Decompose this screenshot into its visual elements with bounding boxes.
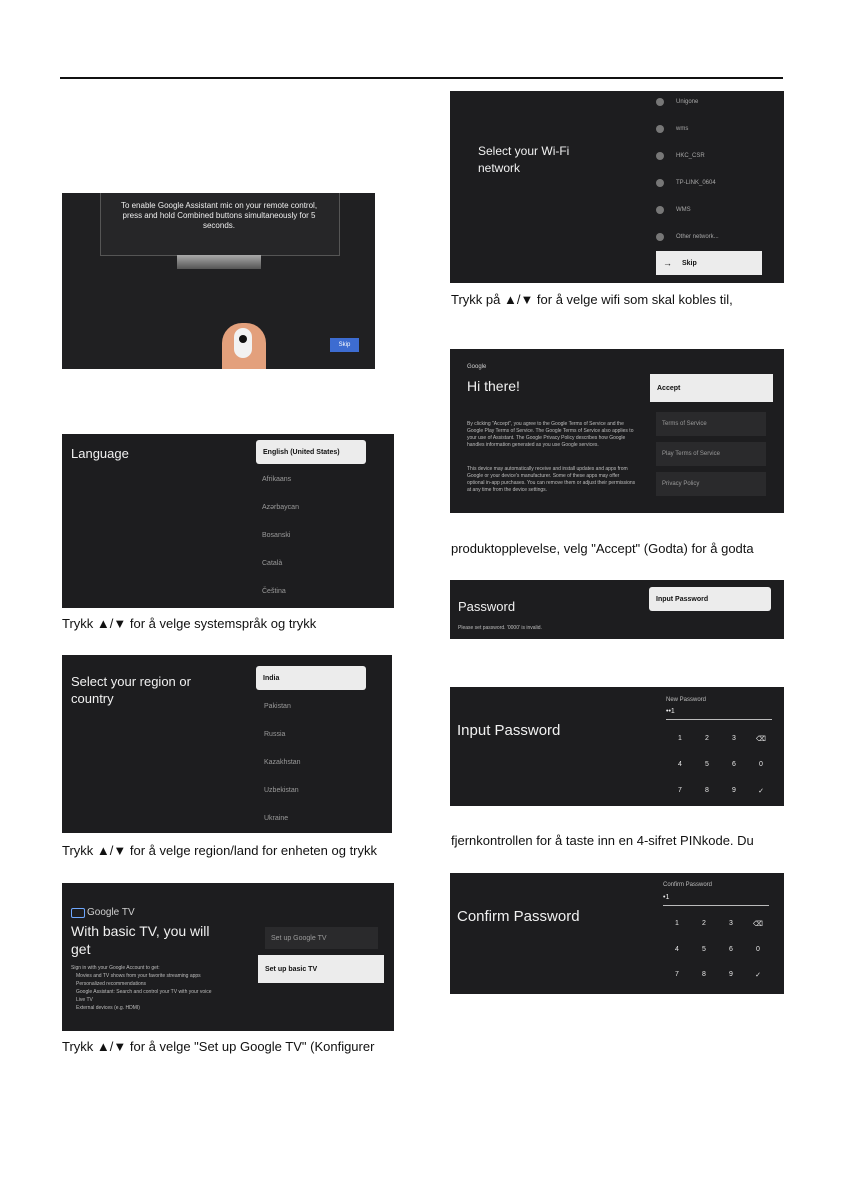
key-6[interactable]: 6 bbox=[732, 761, 736, 768]
google-tv-logo-icon bbox=[71, 908, 85, 918]
key-4[interactable]: 4 bbox=[678, 761, 682, 768]
region-caption: Trykk ▲/▼ for å velge region/land for enheten og trykk bbox=[62, 843, 378, 858]
remote bbox=[234, 328, 252, 358]
key-7[interactable]: 7 bbox=[675, 971, 679, 978]
googletv-bullet: Movies and TV shows from your favorite streaming apps bbox=[76, 973, 201, 979]
key-9[interactable]: 9 bbox=[732, 787, 736, 794]
backspace-icon[interactable]: ⌫ bbox=[756, 736, 766, 743]
key-1[interactable]: 1 bbox=[678, 735, 682, 742]
language-option[interactable]: Català bbox=[262, 560, 283, 567]
wifi-icon bbox=[656, 152, 664, 160]
backspace-icon[interactable]: ⌫ bbox=[753, 921, 763, 928]
key-4[interactable]: 4 bbox=[675, 946, 679, 953]
new-password-field[interactable]: ••1 bbox=[666, 708, 772, 720]
googletv-title: With basic TV, you will get bbox=[71, 923, 210, 957]
password-hint: Please set password. '0000' is invalid. bbox=[458, 625, 542, 631]
wifi-title: Select your Wi-Fi network bbox=[478, 144, 570, 175]
key-8[interactable]: 8 bbox=[705, 787, 709, 794]
checkmark-icon[interactable]: ✓ bbox=[758, 788, 764, 795]
arrow-right-icon: → bbox=[663, 258, 672, 268]
wifi-icon bbox=[656, 179, 664, 187]
language-option[interactable]: Afrikaans bbox=[262, 476, 292, 483]
language-title: Language bbox=[71, 446, 129, 461]
remote-button bbox=[239, 335, 247, 343]
key-6[interactable]: 6 bbox=[729, 946, 733, 953]
input-password-title: Input Password bbox=[457, 722, 561, 739]
set-up-google-tv-button[interactable]: Set up Google TV bbox=[265, 927, 378, 949]
confirm-password-title: Confirm Password bbox=[457, 908, 580, 925]
key-5[interactable]: 5 bbox=[702, 946, 706, 953]
set-up-basic-tv-button[interactable]: Set up basic TV bbox=[258, 955, 384, 983]
password-title: Password bbox=[458, 599, 516, 614]
language-screenshot bbox=[62, 434, 394, 608]
language-option-selected[interactable]: English (United States) bbox=[256, 440, 366, 464]
google-caption: produktopplevelse, velg "Accept" (Godta) for å godta bbox=[451, 541, 754, 556]
region-option[interactable]: Uzbekistan bbox=[264, 787, 299, 794]
wifi-icon bbox=[656, 98, 664, 106]
key-3[interactable]: 3 bbox=[732, 735, 736, 742]
googletv-bullet: Live TV bbox=[76, 997, 93, 1003]
confirm-password-label: Confirm Password bbox=[663, 882, 713, 888]
input-password-screenshot bbox=[450, 687, 784, 806]
google-title: Hi there! bbox=[467, 378, 520, 394]
region-option-selected[interactable]: India bbox=[256, 666, 366, 690]
key-0[interactable]: 0 bbox=[759, 761, 763, 768]
key-9[interactable]: 9 bbox=[729, 971, 733, 978]
plus-icon bbox=[656, 233, 664, 241]
googletv-intro: Sign in with your Google Account to get: bbox=[71, 965, 160, 971]
region-title: Select your region or country bbox=[71, 674, 191, 706]
region-screenshot bbox=[62, 655, 392, 833]
googletv-bullet: Personalized recommendations bbox=[76, 981, 147, 987]
wifi-caption: Trykk på ▲/▼ for å velge wifi som skal kobles til, bbox=[451, 292, 733, 307]
google-terms-screenshot bbox=[450, 349, 784, 513]
key-3[interactable]: 3 bbox=[729, 920, 733, 927]
assistant-message: To enable Google Assistant mic on your remote control, press and hold Combined buttons simultaneously for 5 seconds. bbox=[120, 201, 318, 230]
new-password-label: New Password bbox=[666, 697, 707, 703]
googletv-caption: Trykk ▲/▼ for å velge "Set up Google TV" (Konfigurer bbox=[62, 1039, 375, 1054]
confirm-password-screenshot bbox=[450, 873, 784, 994]
googletv-brand: Google TV bbox=[87, 907, 135, 918]
confirm-password-field[interactable]: •1 bbox=[663, 894, 769, 906]
googletv-screenshot bbox=[62, 883, 394, 1031]
language-caption: Trykk ▲/▼ for å velge systemspråk og trykk bbox=[62, 616, 317, 631]
header-rule bbox=[60, 77, 783, 79]
wifi-network[interactable]: wms bbox=[656, 122, 688, 136]
assistant-screenshot bbox=[62, 193, 375, 369]
key-2[interactable]: 2 bbox=[702, 920, 706, 927]
wifi-icon bbox=[656, 206, 664, 214]
wifi-skip-button[interactable] bbox=[656, 251, 762, 275]
region-option[interactable]: Russia bbox=[264, 731, 286, 738]
googletv-bullet: Google Assistant: Search and control your TV with your voice bbox=[76, 989, 212, 995]
tv-stand bbox=[177, 255, 261, 269]
region-option[interactable]: Kazakhstan bbox=[264, 759, 301, 766]
accept-button[interactable]: Accept bbox=[650, 374, 773, 402]
language-option[interactable]: Azərbaycan bbox=[262, 504, 299, 511]
terms-of-service-button[interactable]: Terms of Service bbox=[656, 412, 766, 436]
wifi-network[interactable]: TP-LINK_0604 bbox=[656, 176, 716, 190]
wifi-network[interactable]: Unigone bbox=[656, 95, 698, 109]
language-option[interactable]: Čeština bbox=[262, 588, 286, 595]
wifi-screenshot bbox=[450, 91, 784, 283]
google-body-2: This device may automatically receive and install updates and apps from Google or your device's manufacturer. Some of these apps may offer optional in-app purchases. You can remove them or adjust their permissions at any time from the device settings. bbox=[467, 466, 636, 493]
wifi-network[interactable]: WMS bbox=[656, 203, 691, 217]
wifi-network[interactable]: HKC_CSR bbox=[656, 149, 705, 163]
language-option[interactable]: Bosanski bbox=[262, 532, 291, 539]
input-password-button[interactable]: Input Password bbox=[649, 587, 771, 611]
play-terms-button[interactable]: Play Terms of Service bbox=[656, 442, 766, 466]
input-caption: fjernkontrollen for å taste inn en 4-sifret PINkode. Du bbox=[451, 833, 754, 848]
google-brand: Google bbox=[467, 364, 487, 370]
key-2[interactable]: 2 bbox=[705, 735, 709, 742]
key-7[interactable]: 7 bbox=[678, 787, 682, 794]
privacy-policy-button[interactable]: Privacy Policy bbox=[656, 472, 766, 496]
key-1[interactable]: 1 bbox=[675, 920, 679, 927]
wifi-skip-label: Skip bbox=[682, 259, 697, 267]
region-option[interactable]: Ukraine bbox=[264, 815, 289, 822]
wifi-icon bbox=[656, 125, 664, 133]
key-8[interactable]: 8 bbox=[702, 971, 706, 978]
google-body-1: By clicking "Accept", you agree to the Google Terms of Service and the Google Play Terms of Service. The Google Terms of Service also applies to your use of Assistant. The Google Privacy Policy describes how Google handles information generated as you use Google services. bbox=[467, 421, 634, 448]
checkmark-icon[interactable]: ✓ bbox=[755, 972, 761, 979]
googletv-bullet: External devices (e.g. HDMI) bbox=[76, 1005, 140, 1011]
skip-button[interactable]: Skip bbox=[330, 338, 359, 352]
password-screenshot bbox=[450, 580, 784, 639]
wifi-network[interactable]: Other network... bbox=[656, 230, 719, 244]
region-option[interactable]: Pakistan bbox=[264, 703, 291, 710]
key-5[interactable]: 5 bbox=[705, 761, 709, 768]
key-0[interactable]: 0 bbox=[756, 946, 760, 953]
